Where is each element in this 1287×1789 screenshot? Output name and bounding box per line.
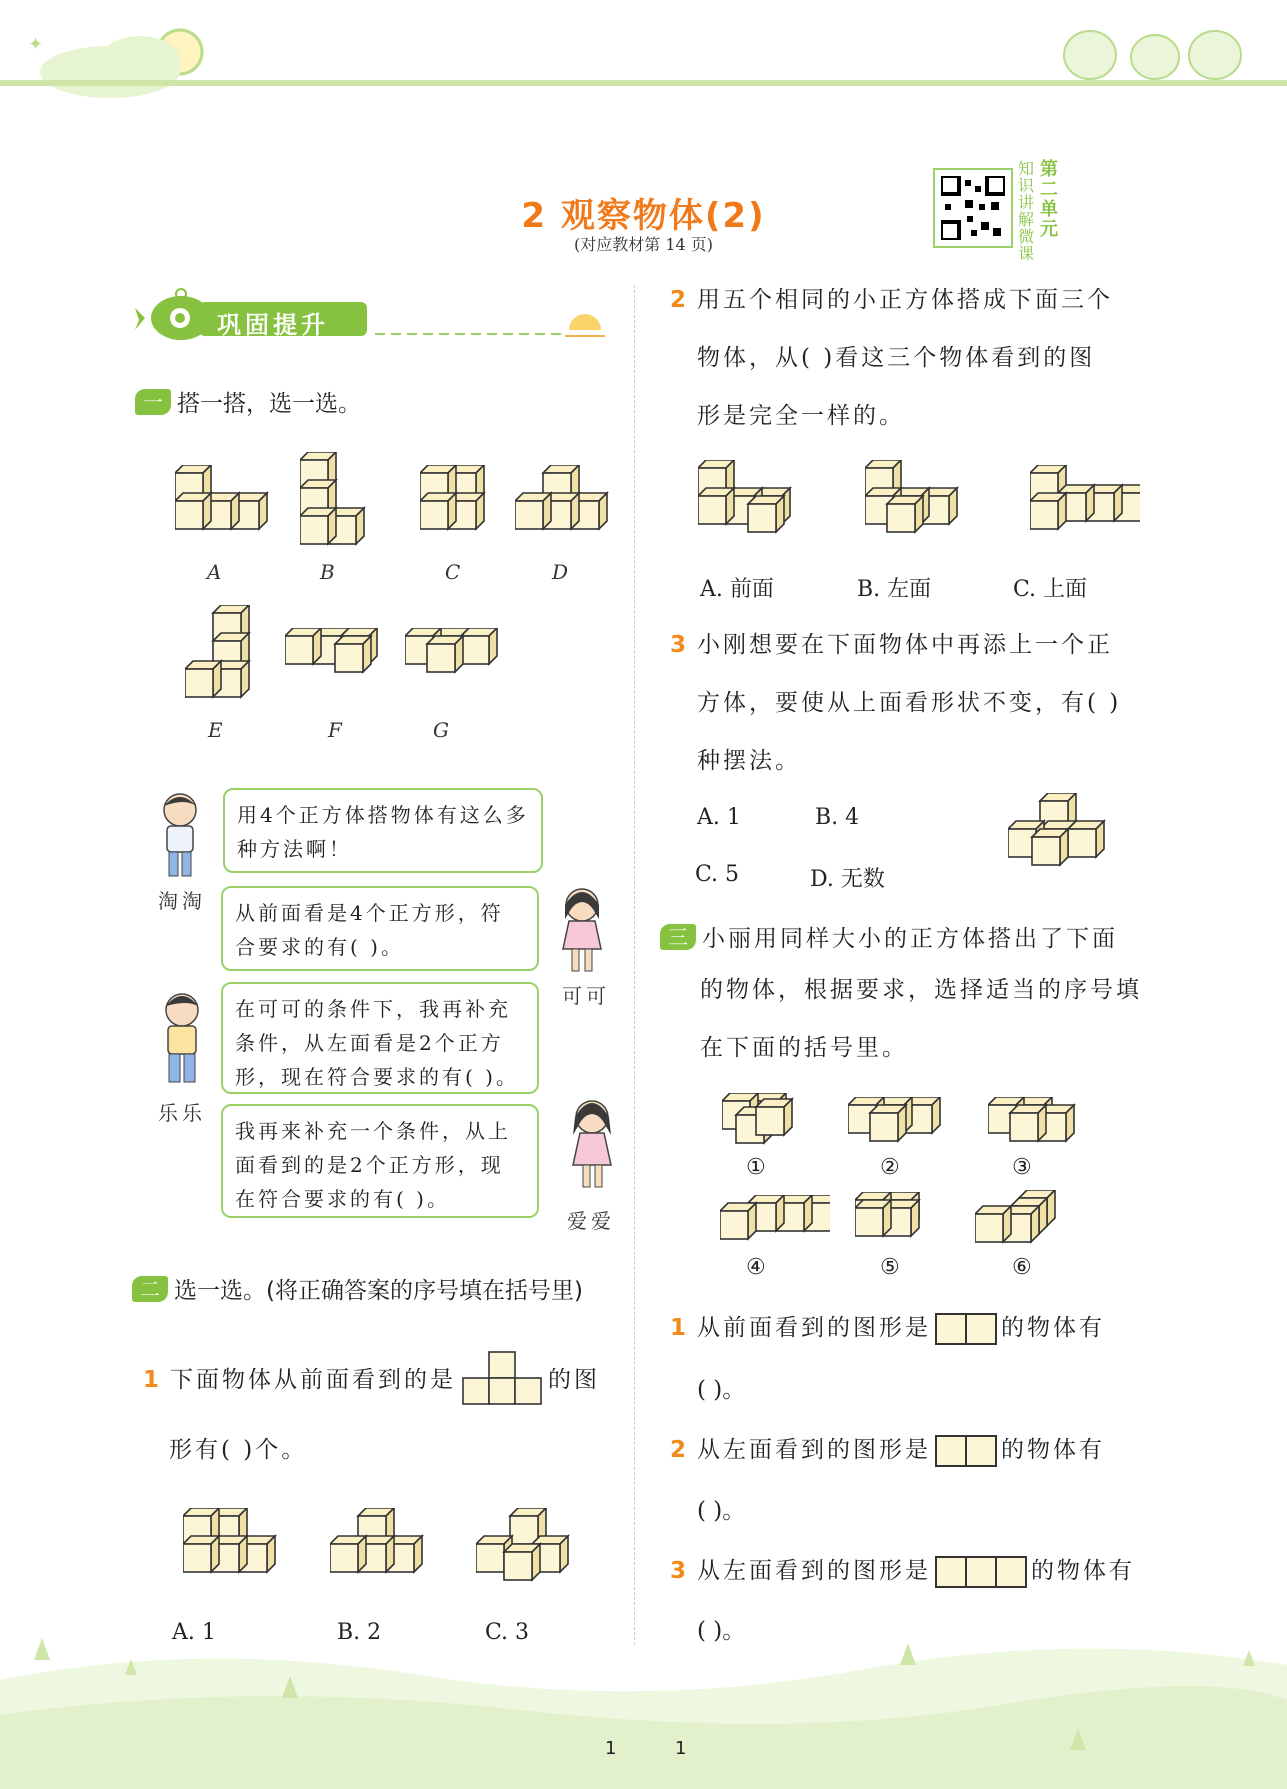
figure-f [285, 628, 385, 688]
q1-option-a[interactable]: A. 1 [172, 1620, 216, 1645]
figure-e [185, 605, 260, 705]
sun-cloud-icon [20, 10, 220, 110]
speech-bubble-taotao: 用4个正方体搭物体有这么多种方法啊！ [223, 788, 543, 873]
q2-line2: 物体，从( )看这三个物体看到的图 [697, 345, 1096, 371]
q2-figure-3 [1030, 465, 1140, 540]
s3-figure-4 [720, 1195, 830, 1245]
speaker-taotao: 淘淘 [158, 889, 206, 913]
speech-bubble-lele: 在可可的条件下，我再补充条件，从左面看是2个正方形，现在符合要求的有( )。 [221, 982, 539, 1094]
s3-figure-6 [975, 1190, 1065, 1255]
speech-bubble-aiai: 我再来补充一个条件，从上面看到的是2个正方形，现在符合要求的有( )。 [221, 1104, 539, 1218]
boy-taotao-icon [155, 790, 210, 880]
svg-text:✦: ✦ [28, 34, 44, 55]
figure-label-c: C [445, 560, 461, 584]
section2-heading-text: 选一选。(将正确答案的序号填在括号里) [174, 1278, 583, 1304]
qr-code[interactable] [933, 168, 1013, 248]
section1-heading [135, 385, 361, 418]
s3-q3-blank[interactable]: ( )。 [697, 1618, 746, 1644]
qr-caption-1: 知识讲解微课 [1018, 159, 1035, 263]
s3-label-4: ④ [746, 1255, 766, 1280]
s3-q3-shape [935, 1556, 1027, 1588]
s3-q1-line1 [670, 1300, 1105, 1357]
speaker-keke: 可可 [562, 984, 610, 1008]
s3-q2-text-b: 的物体有 [1001, 1437, 1106, 1463]
q2-figure-2 [865, 460, 975, 540]
section1-heading-text: 搭一搭，选一选。 [177, 391, 361, 417]
s3-figure-2 [848, 1097, 948, 1157]
page-title: 2 观察物体(2) [521, 196, 766, 236]
s3-figure-1 [722, 1093, 802, 1163]
s3-q2-line1 [670, 1422, 1105, 1479]
q1-line2: 形有( )个。 [169, 1437, 308, 1463]
q2-number: 2 [670, 287, 690, 313]
section2-heading [132, 1272, 583, 1305]
q1-option-b[interactable]: B. 2 [337, 1620, 382, 1645]
q3-line1 [670, 617, 1113, 674]
figure-label-g: G [433, 718, 449, 742]
q2-line1 [670, 272, 1113, 329]
speaker-lele: 乐乐 [158, 1101, 206, 1125]
q2-line3: 形是完全一样的。 [697, 403, 905, 429]
q1-front-view-shape [460, 1350, 544, 1410]
speaker-aiai: 爱爱 [567, 1209, 615, 1233]
s3-figure-3 [988, 1097, 1088, 1157]
whale-icon [135, 288, 625, 344]
s3-q1-text-b: 的物体有 [1001, 1315, 1106, 1341]
page-number-left: 1 [605, 1738, 617, 1759]
s3-q2-blank[interactable]: ( )。 [697, 1498, 746, 1524]
s3-figure-5 [855, 1192, 940, 1252]
s3-label-6: ⑥ [1012, 1255, 1032, 1280]
figure-g [405, 628, 505, 688]
page-number-right: 1 [675, 1738, 687, 1759]
column-divider [634, 285, 635, 1645]
q3-figure [1008, 793, 1113, 873]
s3-label-1: ① [746, 1155, 766, 1180]
figure-label-b: B [320, 560, 335, 584]
section1-badge: 一 [135, 389, 171, 415]
speech-bubble-keke: 从前面看是4个正方形，符合要求的有( )。 [221, 886, 539, 971]
section3-heading [660, 920, 1118, 953]
section-banner [135, 288, 625, 348]
animals-icon [1055, 15, 1255, 85]
footer-landscape [0, 1620, 1287, 1789]
figure-label-a: A [207, 560, 222, 584]
s3-q1-number: 1 [670, 1315, 690, 1341]
q2-text-line1: 用五个相同的小正方体搭成下面三个 [697, 287, 1114, 313]
figure-a [175, 465, 275, 540]
q1-figure-b [330, 1508, 430, 1583]
s3-label-3: ③ [1012, 1155, 1032, 1180]
section2-badge: 二 [132, 1276, 168, 1302]
q3-option-c[interactable]: C. 5 [695, 862, 740, 887]
q1-figure-a [183, 1508, 283, 1583]
q3-text-line1: 小刚想要在下面物体中再添上一个正 [697, 632, 1114, 658]
s3-q1-blank[interactable]: ( )。 [697, 1377, 746, 1403]
q2-option-c[interactable]: C. 上面 [1013, 577, 1088, 602]
girl-keke-icon [555, 885, 610, 975]
q2-option-a[interactable]: A. 前面 [700, 577, 774, 602]
s3-q2-shape [935, 1435, 997, 1467]
qr-code-icon [941, 176, 1005, 240]
s3-q1-text-a: 从前面看到的图形是 [697, 1315, 932, 1341]
header-green-bar [0, 80, 1287, 86]
section3-line1: 小丽用同样大小的正方体搭出了下面 [702, 926, 1118, 952]
s3-q3-text-a: 从左面看到的图形是 [697, 1558, 932, 1584]
q1-text-a: 下面物体从前面看到的是 [170, 1366, 457, 1393]
figure-label-f: F [328, 718, 342, 742]
figure-b [300, 452, 375, 552]
q3-line2: 方体，要使从上面看形状不变，有( ) [697, 690, 1122, 716]
q3-option-d[interactable]: D. 无数 [810, 867, 885, 892]
section-banner-label: 巩固提升 [217, 311, 329, 339]
qr-caption-2: 第二单元 [1040, 159, 1058, 240]
q1-number: 1 [143, 1366, 163, 1393]
q3-option-b[interactable]: B. 4 [815, 805, 860, 830]
q1-text-b: 的图 [548, 1366, 601, 1393]
q3-line3: 种摆法。 [697, 748, 801, 774]
girl-aiai-icon [565, 1095, 620, 1195]
section3-line2: 的物体，根据要求，选择适当的序号填 [700, 977, 1142, 1003]
s3-q3-line1 [670, 1543, 1135, 1600]
s3-q2-number: 2 [670, 1437, 690, 1463]
figure-label-e: E [208, 718, 223, 742]
q2-option-b[interactable]: B. 左面 [857, 577, 932, 602]
q1-figure-c [476, 1508, 576, 1583]
page-subtitle: (对应教材第 14 页) [573, 235, 714, 254]
figure-label-d: D [552, 560, 569, 584]
q2-figure-1 [698, 460, 808, 540]
figure-c [420, 465, 495, 540]
s3-q3-text-b: 的物体有 [1031, 1558, 1136, 1584]
q3-number: 3 [670, 632, 690, 658]
s3-label-5: ⑤ [880, 1255, 900, 1280]
s3-q3-number: 3 [670, 1558, 690, 1584]
section3-line3: 在下面的括号里。 [700, 1035, 908, 1061]
q1-option-c[interactable]: C. 3 [485, 1620, 530, 1645]
q3-option-a[interactable]: A. 1 [697, 805, 741, 830]
figure-d [515, 465, 615, 540]
s3-q2-text-a: 从左面看到的图形是 [697, 1437, 932, 1463]
q1-line1 [143, 1350, 600, 1410]
s3-q1-shape [935, 1313, 997, 1345]
s3-label-2: ② [880, 1155, 900, 1180]
boy-lele-icon [155, 990, 210, 1090]
section3-badge: 三 [660, 924, 696, 950]
